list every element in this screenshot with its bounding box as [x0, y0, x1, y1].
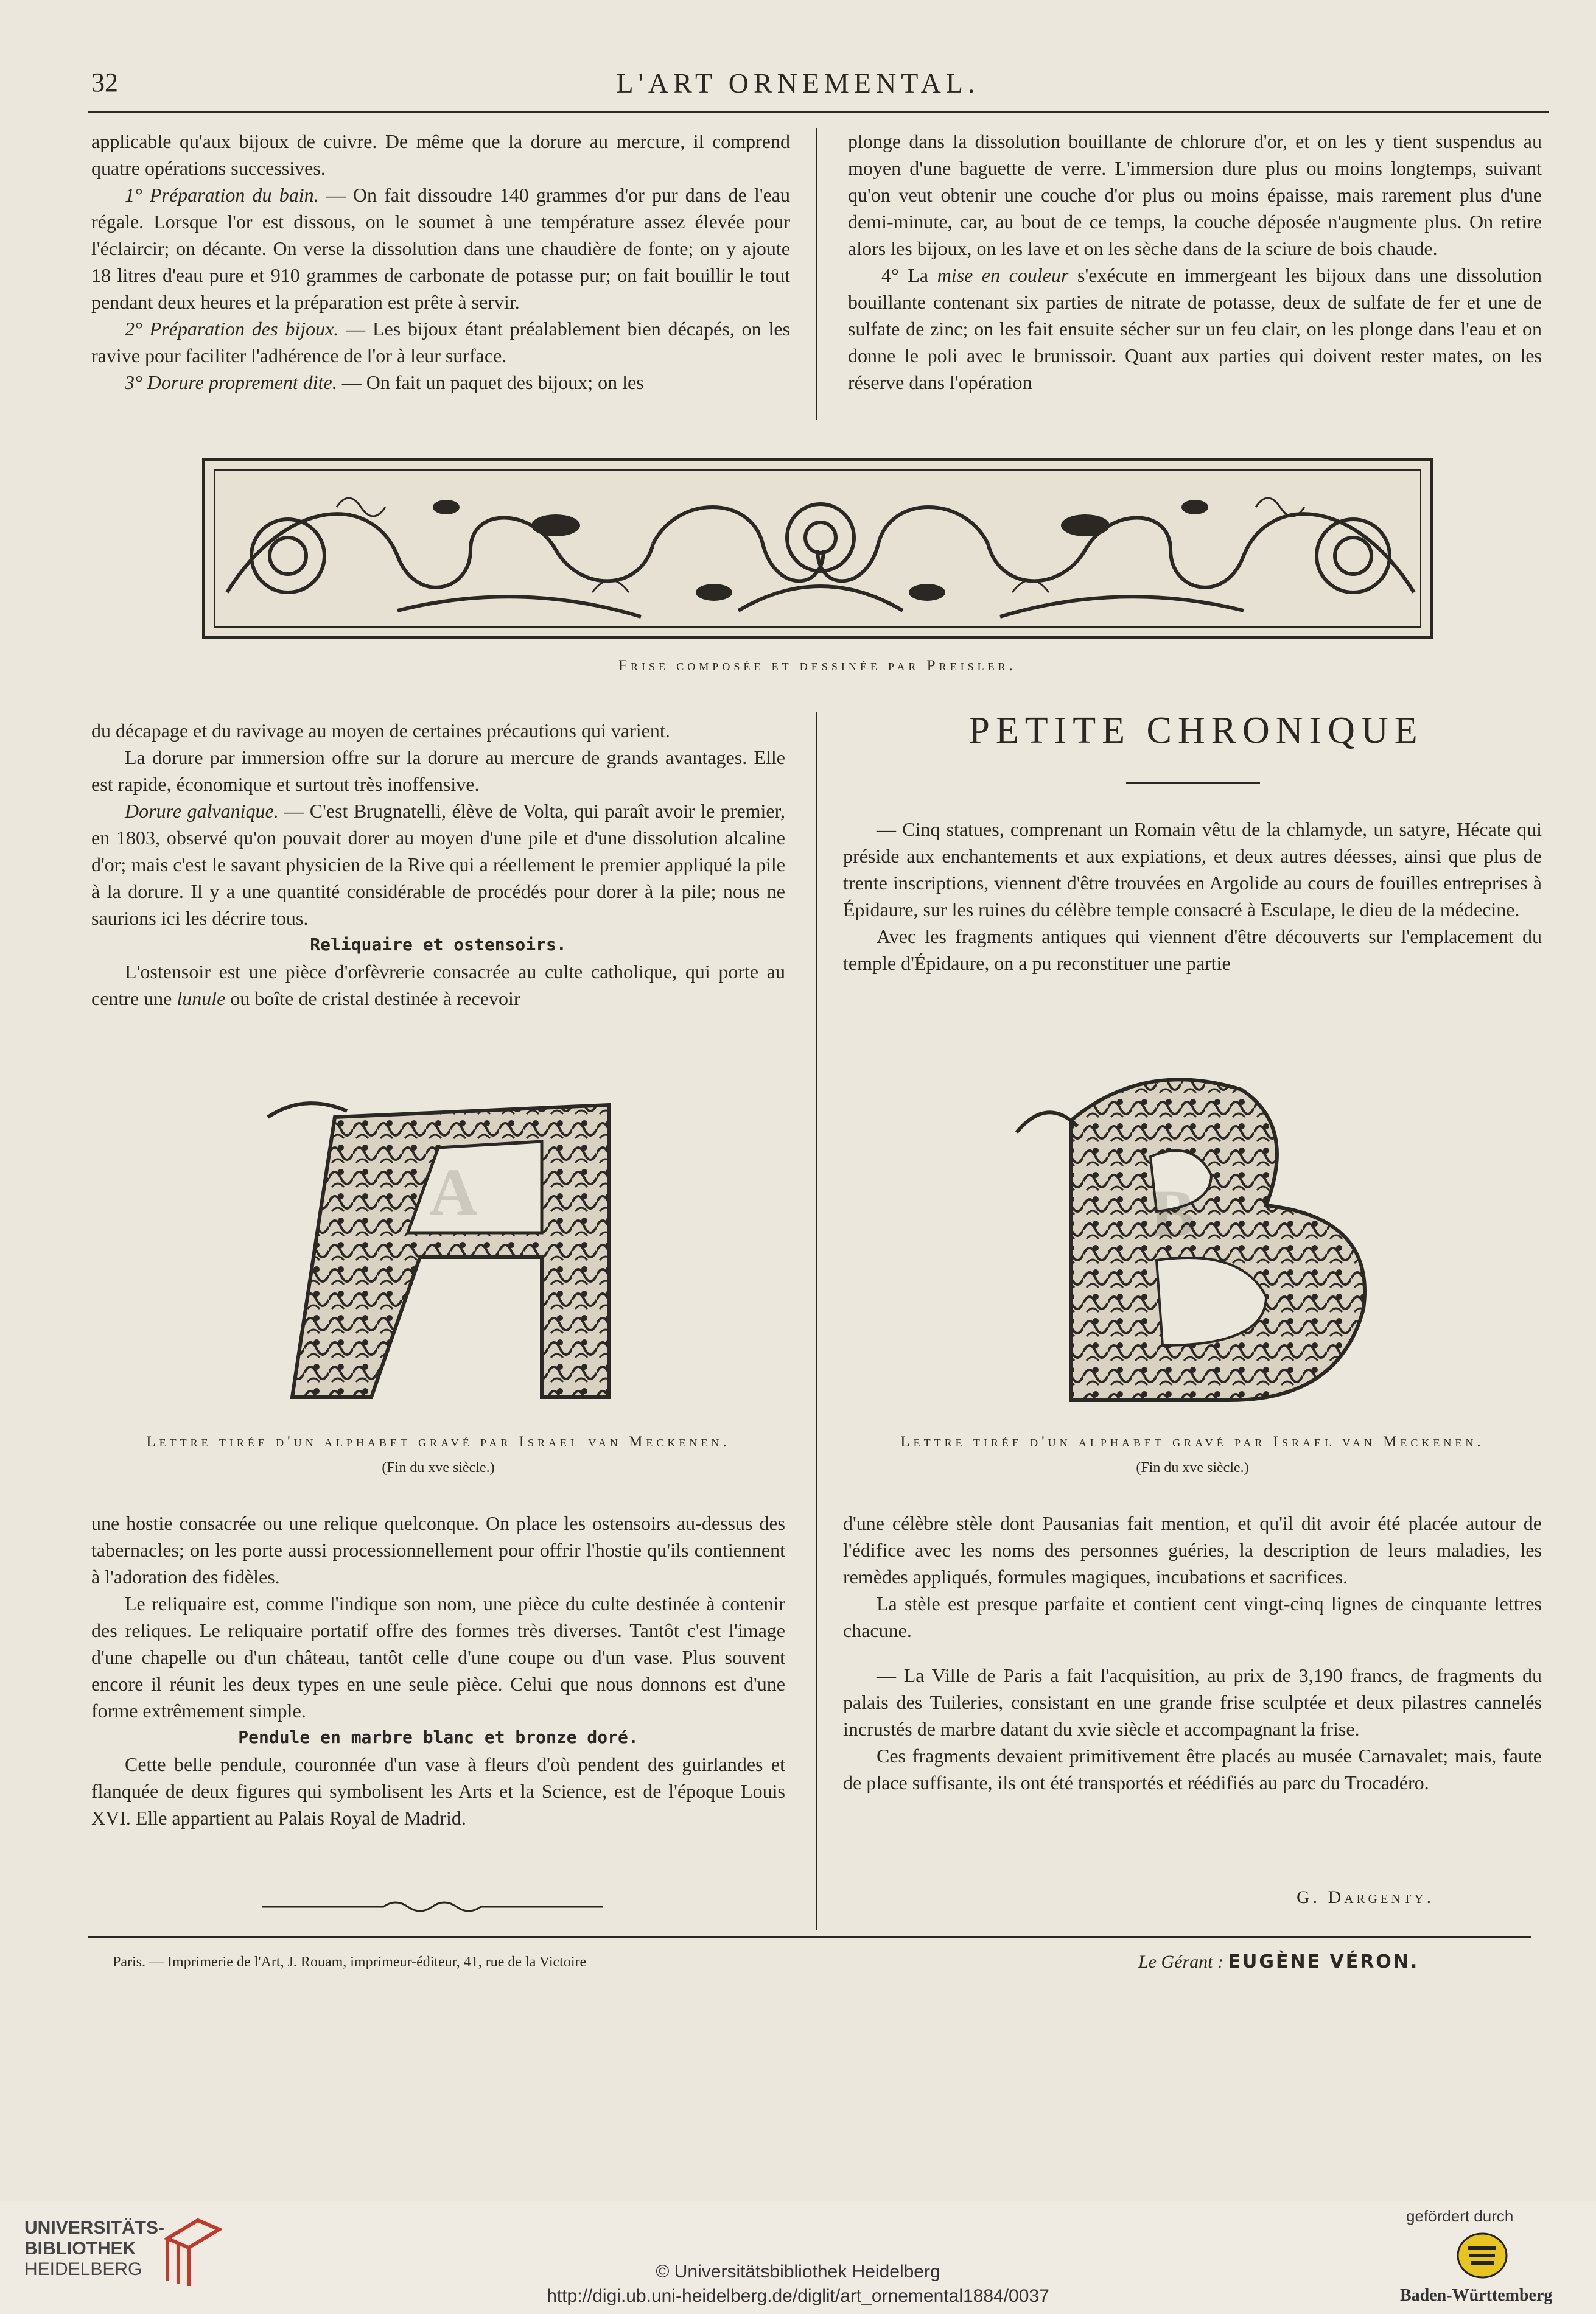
- letter-b-date: (Fin du xve siècle.): [1136, 1460, 1249, 1476]
- journal-title: L'ART ORNEMENTAL.: [616, 68, 980, 99]
- paragraph: [91, 369, 790, 396]
- paragraph: du décapage et du ravivage au moyen de certaines précautions qui varient.: [91, 720, 670, 742]
- letter-a-date: (Fin du xve siècle.): [382, 1460, 495, 1476]
- paragraph: plonge dans la dissolution bouillante de chlorure d'or, et on les y tient suspendus au moyen d'une baguette de verre. L'immersion dure plus ou moins longtemps, suivant qu'on veut obtenir une couche d'or plus ou moins épaisse, mais rarement plus d'une demi-minute, car, au bout de ce temps, la couche déposée n'augmente plus. On retire alors les bijoux, on les lave et on les sèche dans de la sciure de bois chaude.: [848, 130, 1542, 259]
- page-number: 32: [91, 68, 118, 97]
- paragraph: [91, 798, 785, 931]
- paragraph: Le reliquaire est, comme l'indique son nom, une pièce du culte destinée à contenir des reliques. Le reliquaire portatif offre des formes très diverses. Tantôt c'est l'image d'une chapelle ou d'un château, tantôt celle d'une coupe ou d'un vase. Plus souvent encore il réunit les deux types en une seule pièce. Celui que nous donnons est d'une forme extrêmement simple.: [91, 1593, 785, 1722]
- paragraph-text: ou boîte de cristal destinée à recevoir: [225, 987, 520, 1009]
- logo-text: UNIVERSITÄTS-: [24, 2218, 165, 2238]
- paragraph-text: — Les bijoux étant préalablement bien décapés, on les ravive pour faciliter l'adhérence de l'or à leur surface.: [91, 318, 790, 366]
- digitization-footer: [0, 2201, 1596, 2314]
- italic-label: mise en couleur: [937, 264, 1069, 286]
- letter-glyph: A: [429, 1155, 478, 1229]
- author-signature: G. Dargenty.: [1297, 1887, 1435, 1907]
- publisher-name: EUGÈNE VÉRON.: [1228, 1951, 1419, 1972]
- funded-by-label: gefördert durch: [1406, 2207, 1514, 2225]
- permalink[interactable]: http://digi.ub.uni-heidelberg.de/diglit/art_ornemental1884/0037: [547, 2286, 1049, 2306]
- printer-imprint: Paris. — Imprimerie de l'Art, J. Rouam, imprimeur-éditeur, 41, rue de la Victoire: [113, 1954, 587, 1970]
- bottom-left-column: [91, 1510, 785, 1831]
- italic-label: 1° Préparation du bain.: [125, 184, 319, 206]
- bottom-right-column: [843, 1510, 1542, 1796]
- frieze-scrollwork: [215, 471, 1426, 633]
- paragraph-text: — On fait dissoudre 140 grammes d'or pur dans de l'eau régale. Lorsque l'or est dissous, on le soumet à une température assez élevée pour l'éclaircir; on décante. On verse la dissolution dans une chaudière de fonte; on y ajoute 18 litres d'eau pure et 910 grammes de carbonate de potasse pur; on fait bouillir le tout pendant deux heures et la préparation est prête à servir.: [91, 184, 791, 313]
- funder-name[interactable]: Baden-Württemberg: [1400, 2286, 1553, 2305]
- end-flourish: [262, 1899, 603, 1914]
- paragraph: — La Ville de Paris a fait l'acquisition, au prix de 3,190 francs, de fragments du palais des Tuileries, consistant en une grande frise sculptée et deux pilastres cannelés incrustés de marbre datant du xvie siècle et accompagnant la frise.: [843, 1664, 1542, 1740]
- letter-b-caption: Lettre tirée d'un alphabet gravé par Israel van Meckenen.: [900, 1434, 1485, 1450]
- ornamental-letter-a: [256, 1093, 615, 1409]
- paragraph-text: L'ostensoir est une pièce d'orfèvrerie consacrée au culte catholique, qui porte au centre une: [91, 961, 785, 1009]
- middle-left-column: [91, 717, 785, 1012]
- publisher-label: Le Gérant :: [1138, 1952, 1228, 1972]
- paragraph: applicable qu'aux bijoux de cuivre. De même que la dorure au mercure, il comprend quatre opérations successives.: [91, 130, 790, 179]
- section-heading: Pendule en marbre blanc et bronze doré.: [238, 1727, 639, 1747]
- paragraph: La dorure par immersion offre sur la dorure au mercure de grands avantages. Elle est rapide, économique et surtout très inoffensive.: [91, 746, 785, 795]
- section-heading: Reliquaire et ostensoirs.: [310, 934, 567, 955]
- paragraph: La stèle est presque parfaite et contient cent vingt-cinq lignes de cinquante lettres chacune.: [843, 1593, 1542, 1641]
- copyright-notice: © Universitätsbibliothek Heidelberg: [656, 2262, 940, 2282]
- letter-a-caption: Lettre tirée d'un alphabet gravé par Israel van Meckenen.: [146, 1434, 730, 1450]
- paragraph-text: — C'est Brugnatelli, élève de Volta, qui paraît avoir le premier, en 1803, observé qu'on pouvait dorer au moyen d'une pile et d'une dissolution alcaline d'or; mais c'est le savant physicien de la Rive qui a réellement le premier appliqué la pile à la dorure. Il y a une quantité considérable de procédés pour dorer à la pile; nous ne saurions ici les décrire tous.: [91, 800, 786, 929]
- header-rule: [88, 111, 1549, 113]
- paragraph: [91, 315, 790, 369]
- column-divider: [816, 712, 817, 1930]
- italic-label: 2° Préparation des bijoux.: [125, 318, 339, 340]
- paragraph: une hostie consacrée ou une relique quelconque. On place les ostensoirs au-dessus des tabernacles; on les porte aussi processionnellement pour offrir l'hostie qu'ils contiennent à l'adoration des fidèles.: [91, 1512, 785, 1588]
- section-title: PETITE CHRONIQUE: [968, 710, 1424, 751]
- publisher-line: [1138, 1951, 1419, 1972]
- footer-rule: [88, 1936, 1531, 1938]
- paragraph: Ces fragments devaient primitivement être placés au musée Carnavalet; mais, faute de place suffisante, ils ont été transportés et réédifiés au parc du Trocadéro.: [843, 1745, 1542, 1793]
- logo-text: BIBLIOTHEK: [24, 2239, 136, 2259]
- italic-label: Dorure galvanique.: [125, 800, 279, 822]
- paragraph: d'une célèbre stèle dont Pausanias fait mention, et qu'il dit avoir été placée autour de l'édifice avec les noms des personnes guéries, la description de leurs maladies, les remèdes appliqués, formules magiques, incubations et sacrifices.: [843, 1512, 1542, 1588]
- italic-label: 3° Dorure proprement dite.: [125, 371, 337, 393]
- logo-text: HEIDELBERG: [24, 2259, 142, 2279]
- paragraph-text: s'exécute en immergeant les bijoux dans une dissolution bouillante contenant six parties de nitrate de potasse, deux de sulfate de fer et une de sulfate de zinc; on les fait ensuite sécher sur un feu clair, on les plonge dans l'eau et on donne le poli avec le brunissoir. Quant aux parties qui doivent rester mates, on les réserve dans l'opération: [848, 264, 1542, 393]
- ornamental-frieze: [202, 458, 1433, 639]
- paragraph: Avec les fragments antiques qui viennent d'être découverts sur l'emplacement du temple d'Épidaure, on a pu reconstituer une partie: [843, 925, 1542, 974]
- letter-a-engraving: [256, 1093, 615, 1409]
- italic-word: lunule: [177, 987, 226, 1009]
- frieze-caption: Frise composée et dessinée par Preisler.: [618, 657, 1017, 674]
- paragraph: — Cinq statues, comprenant un Romain vêtu de la chlamyde, un satyre, Hécate qui préside aux enchantements et aux expiations, et deux autres déesses, ainsi que plus de trente inscriptions, viennent d'être trouvées en Argolide au cours de fouilles entreprises à Épidaure, sur les ruines du célèbre temple consacré à Esculape, le dieu de la médecine.: [843, 818, 1542, 920]
- paragraph: [848, 262, 1542, 396]
- state-crest-icon: [1456, 2231, 1508, 2280]
- title-rule: [1126, 782, 1260, 784]
- letter-glyph: B: [1150, 1176, 1195, 1250]
- chronique-column: [843, 816, 1542, 976]
- paragraph: [91, 958, 785, 1012]
- paragraph-text: — On fait un paquet des bijoux; on les: [337, 371, 644, 393]
- paragraph: Cette belle pendule, couronnée d'un vase à fleurs d'où pendent des guirlandes et flanquée de deux figures qui symbolisent les Arts et la Science, est de l'époque Louis XVI. Elle appartient au Palais Royal de Madrid.: [91, 1753, 785, 1829]
- paragraph: [91, 181, 790, 315]
- column-divider: [816, 128, 817, 420]
- paragraph-text: 4° La: [881, 264, 937, 286]
- top-left-column: [91, 128, 790, 396]
- top-right-column: [848, 128, 1542, 396]
- ornamental-letter-b: [1010, 1071, 1376, 1412]
